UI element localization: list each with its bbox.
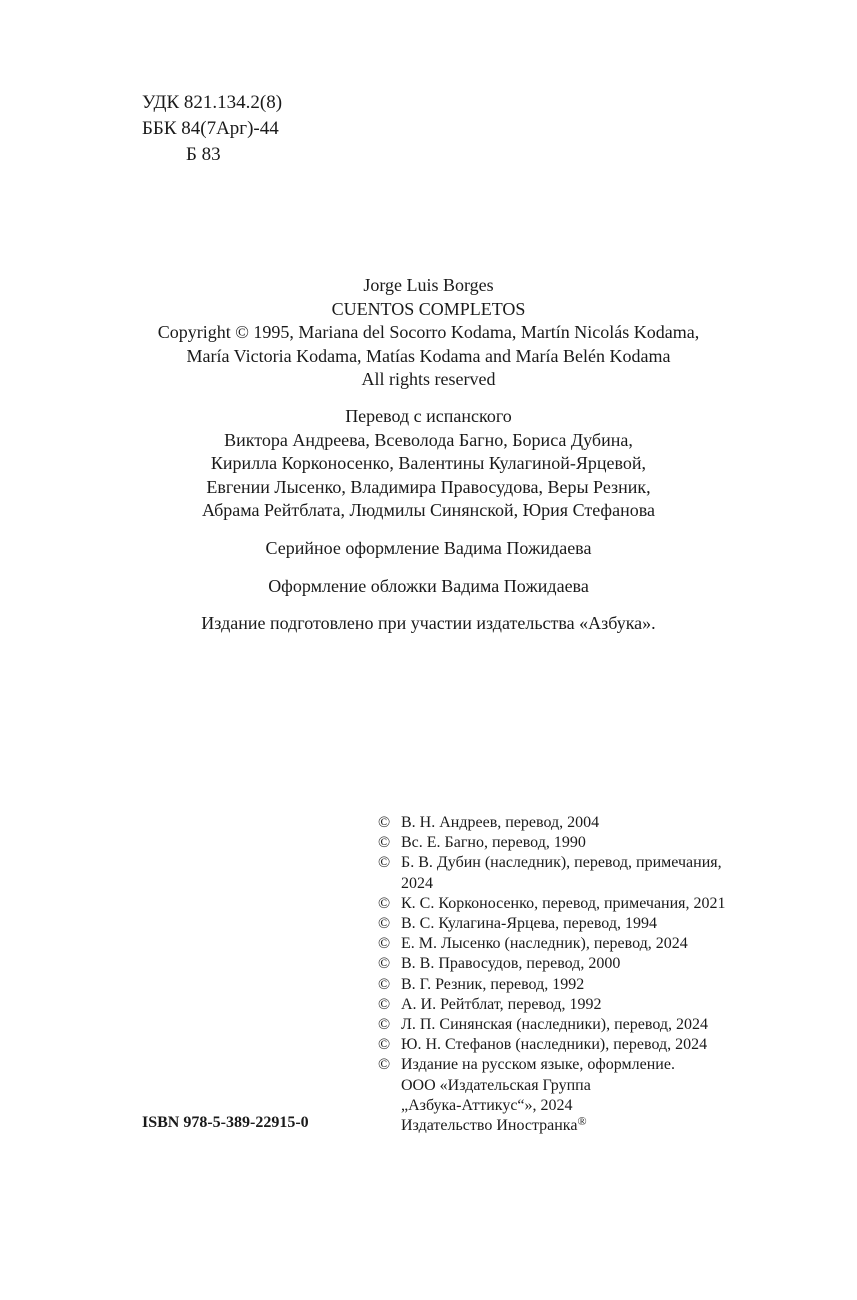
copyright-mark: © <box>378 995 391 1013</box>
copyright-item: © Вс. Е. Багно, перевод, 1990 <box>378 833 798 853</box>
copyright-mark: © <box>378 1036 391 1054</box>
copyright-item: © В. Г. Резник, перевод, 1992 <box>378 975 798 995</box>
copyright-item: © Издание на русском языке, оформление. <box>378 1055 798 1075</box>
translators-block <box>0 405 857 523</box>
copyright-item: © В. Н. Андреев, перевод, 2004 <box>378 813 798 833</box>
bbk-code: ББК 84(7Арг)-44 <box>142 118 279 139</box>
copyright-item-continuation: 2024 <box>401 874 433 892</box>
translation-heading: Перевод с испанского <box>345 406 512 426</box>
original-title: CUENTOS COMPLETOS <box>331 298 526 319</box>
publisher-participation-note: Издание подготовлено при участии издательства «Азбука». <box>201 613 656 633</box>
copyright-item: © Е. М. Лысенко (наследник), перевод, 2024 <box>378 934 798 954</box>
publisher-name-line-2: „Азбука-Аттикус“», 2024 <box>401 1096 573 1114</box>
copyright-item: © К. С. Корконосенко, перевод, примечания, 2021 <box>378 894 798 914</box>
copyright-item: © В. С. Кулагина-Ярцева, перевод, 1994 <box>378 914 798 934</box>
copyright-notices <box>378 813 798 1136</box>
cover-design-credit: Оформление обложки Вадима Пожидаева <box>268 576 589 596</box>
translators-line-3: Евгении Лысенко, Владимира Правосудова, Веры Резник, <box>206 476 651 497</box>
translators-line-4: Абрама Рейтблата, Людмилы Синянской, Юрия Стефанова <box>202 500 655 520</box>
copyright-item: © В. В. Правосудов, перевод, 2000 <box>378 954 798 974</box>
original-author: Jorge Luis Borges <box>363 275 494 295</box>
registered-trademark-mark: ® <box>577 1114 587 1129</box>
copyright-mark: © <box>378 854 391 872</box>
copyright-mark: © <box>378 894 391 912</box>
publisher-imprint: Издательство Иностранка® <box>401 1114 587 1135</box>
copyright-mark: © <box>378 975 391 993</box>
original-edition-info <box>0 274 857 392</box>
copyright-mark: © <box>378 814 391 831</box>
copyright-item: © Ю. Н. Стефанов (наследники), перевод, 2024 <box>378 1035 798 1055</box>
library-classification <box>142 90 282 168</box>
copyright-mark: © <box>378 1016 391 1034</box>
copyright-mark: © <box>378 955 391 973</box>
publisher-name-line-1: ООО «Издательская Группа <box>401 1076 591 1094</box>
original-copyright-line-1: Copyright © 1995, Mariana del Socorro Kodama, Martín Nicolás Kodama, <box>157 322 700 342</box>
copyright-mark: © <box>378 1056 391 1074</box>
translators-line-2: Кирилла Корконосенко, Валентины Кулагиной-Ярцевой, <box>210 453 647 473</box>
copyright-mark: © <box>378 834 391 852</box>
copyright-mark: © <box>378 935 391 953</box>
translators-line-1: Виктора Андреева, Всеволода Багно, Бориса Дубина, <box>224 429 633 450</box>
udk-code: УДК 821.134.2(8) <box>142 92 283 113</box>
series-design-credit: Серийное оформление Вадима Пожидаева <box>265 538 592 558</box>
copyright-item: © А. И. Рейтблат, перевод, 1992 <box>378 995 798 1015</box>
original-copyright-line-2: María Victoria Kodama, Matías Kodama and María Belén Kodama <box>186 345 671 366</box>
copyright-mark: © <box>378 915 391 933</box>
copyright-item: © Б. В. Дубин (наследник), перевод, примечания, <box>378 853 798 873</box>
copyright-item: © Л. П. Синянская (наследники), перевод, 2024 <box>378 1015 798 1035</box>
rights-reserved: All rights reserved <box>361 369 496 389</box>
isbn-number: ISBN 978-5-389-22915-0 <box>142 1114 309 1131</box>
author-mark: Б 83 <box>186 144 221 165</box>
